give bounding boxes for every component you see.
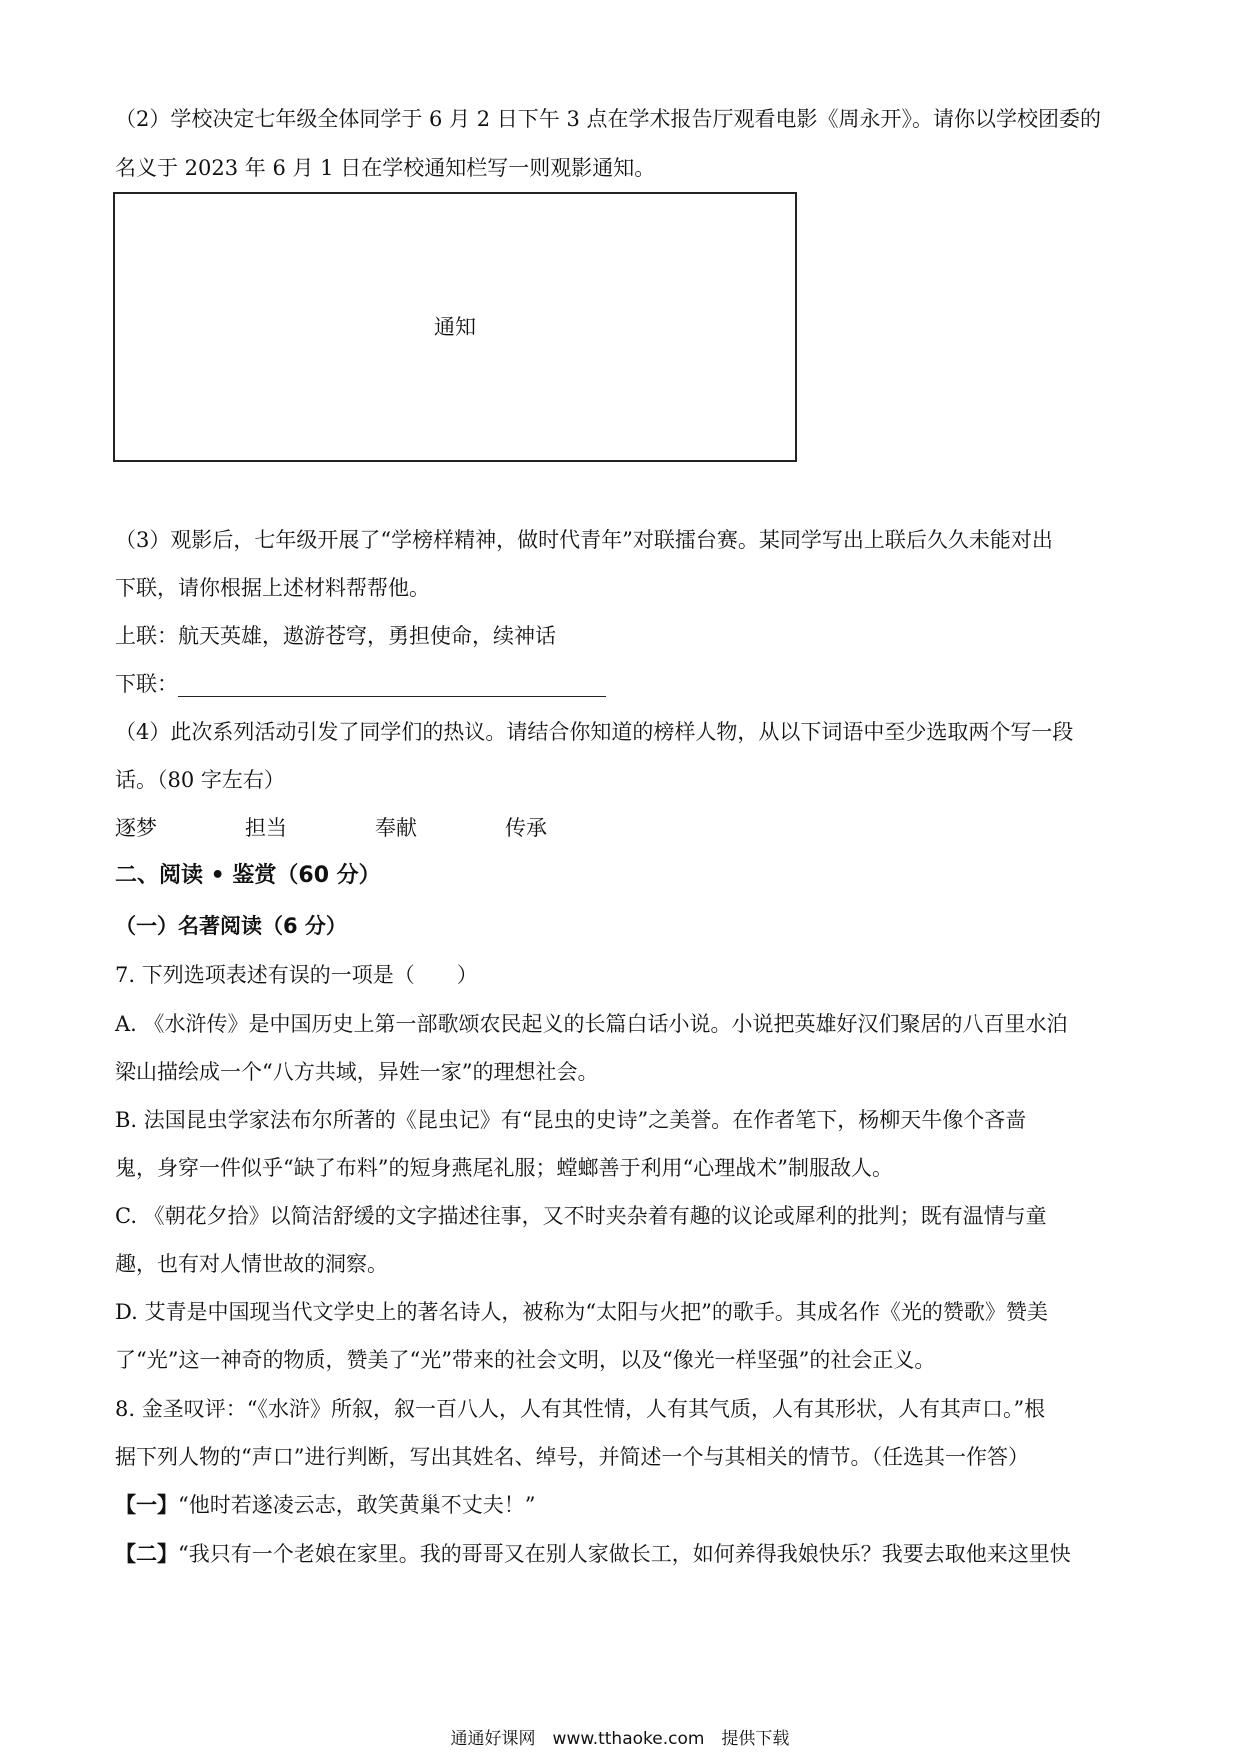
- q7-option-c-line2: 趣，也有对人情世故的洞察。: [115, 1252, 388, 1276]
- q8-option-2: [115, 1541, 1071, 1567]
- couplet-lower-blank[interactable]: [178, 674, 606, 697]
- word-option: 逐梦: [115, 816, 157, 840]
- q7-option-c-line1: C. 《朝花夕拾》以简洁舒缓的文字描述往事，又不时夹杂着有趣的议论或犀利的批判；既有温情与童: [115, 1204, 1047, 1228]
- q6-part4-line2: 话。（80 字左右）: [115, 768, 285, 792]
- q7-option-b-line2: 鬼，身穿一件似乎“缺了布料”的短身燕尾礼服；螳螂善于利用“心理战术”制服敌人。: [115, 1156, 893, 1180]
- notice-answer-box[interactable]: [113, 192, 797, 462]
- q6-part3-line1: （3）观影后，七年级开展了“学榜样精神，做时代青年”对联擂台赛。某同学写出上联后久久未能对出: [115, 528, 1053, 552]
- q8-option-2-text: “我只有一个老娘在家里。我的哥哥又在别人家做长工，如何养得我娘快乐？我要去取他来这里快: [178, 1542, 1071, 1566]
- q6-part2-line2: 名义于 2023 年 6 月 1 日在学校通知栏写一则观影通知。: [115, 156, 656, 180]
- q8-option-1-tag: 【一】: [115, 1493, 178, 1517]
- q6-part3-line2: 下联，请你根据上述材料帮帮他。: [115, 576, 430, 600]
- subsection-heading: （一）名著阅读（6 分）: [115, 914, 347, 938]
- word-option: 担当: [245, 816, 287, 840]
- word-option: 传承: [505, 816, 547, 840]
- word-option: 奉献: [375, 816, 417, 840]
- notice-title: 通知: [434, 315, 476, 339]
- word-options: [115, 815, 815, 841]
- q6-part2-line1: （2）学校决定七年级全体同学于 6 月 2 日下午 3 点在学术报告厅观看电影《周永开》。请你以学校团委的: [115, 107, 1101, 131]
- q7-stem: 7. 下列选项表述有误的一项是（ ）: [115, 963, 478, 987]
- couplet-lower-label: 下联：: [115, 672, 178, 696]
- footer-source: 通通好课网 www.tthaoke.com 提供下载: [450, 1729, 790, 1749]
- q7-option-d-line1: D. 艾青是中国现当代文学史上的著名诗人，被称为“太阳与火把”的歌手。其成名作《光的赞歌》赞美: [115, 1300, 1048, 1324]
- q7-option-b-line1: B. 法国昆虫学家法布尔所著的《昆虫记》有“昆虫的史诗”之美誉。在作者笔下，杨柳天牛像个吝啬: [115, 1108, 1027, 1132]
- q6-part4-line1: （4）此次系列活动引发了同学们的热议。请结合你知道的榜样人物，从以下词语中至少选取两个写一段: [115, 720, 1074, 744]
- q8-option-2-tag: 【二】: [115, 1542, 178, 1566]
- q8-option-1-text: “他时若遂凌云志，敢笑黄巢不丈夫！”: [178, 1493, 536, 1517]
- q8-line1: 8. 金圣叹评：“《水浒》所叙，叙一百八人，人有其性情，人有其气质，人有其形状，人有其声口。”根: [115, 1397, 1046, 1421]
- couplet-upper: 上联：航天英雄，遨游苍穹，勇担使命，续神话: [115, 624, 556, 648]
- q7-option-d-line2: 了“光”这一神奇的物质，赞美了“光”带来的社会文明，以及“像光一样坚强”的社会正义。: [115, 1348, 936, 1372]
- section-heading: 二、阅读 • 鉴赏（60 分）: [115, 863, 381, 888]
- couplet-lower-row: [115, 671, 606, 697]
- q7-option-a-line2: 梁山描绘成一个“八方共域，异姓一家”的理想社会。: [115, 1060, 599, 1084]
- q7-option-a-line1: A. 《水浒传》是中国历史上第一部歌颂农民起义的长篇白话小说。小说把英雄好汉们聚居的八百里水泊: [115, 1012, 1068, 1036]
- q8-line2: 据下列人物的“声口”进行判断，写出其姓名、绰号，并简述一个与其相关的情节。（任选其一作答）: [115, 1445, 1029, 1469]
- q8-option-1: [115, 1492, 535, 1518]
